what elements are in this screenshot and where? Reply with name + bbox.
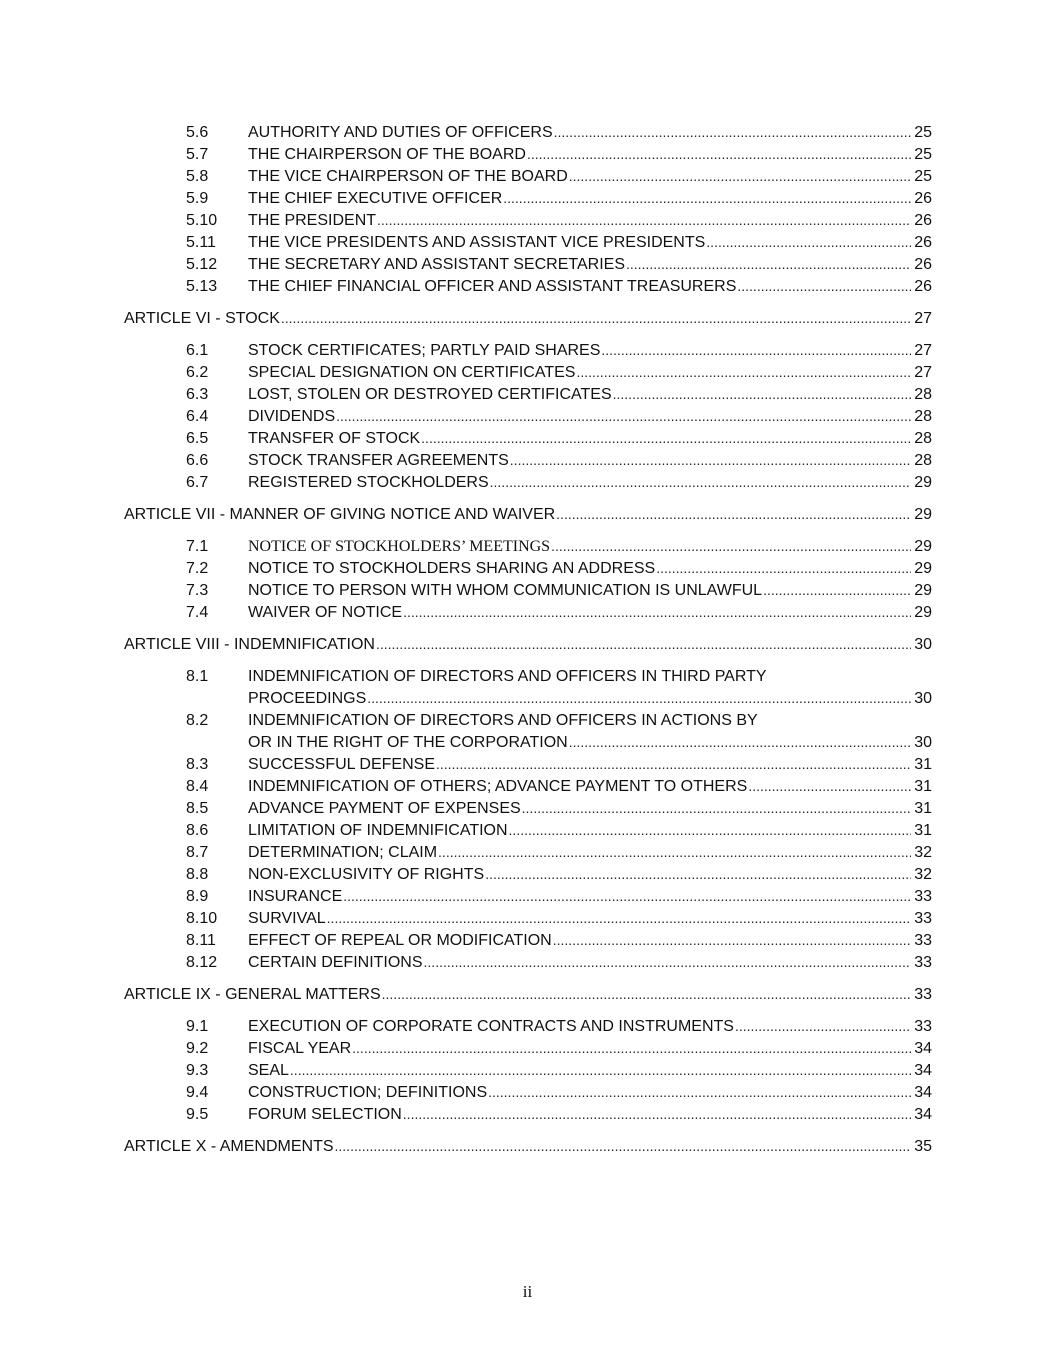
- toc-entry-number: 8.6: [186, 822, 209, 839]
- toc-entry-title: NOTICE TO PERSON WITH WHOM COMMUNICATION IS UNLAWFUL: [248, 582, 763, 599]
- toc-entry-8-10[interactable]: [124, 908, 932, 930]
- toc-entry-page: 34: [914, 1040, 932, 1057]
- toc-article-page: 33: [914, 986, 932, 1003]
- dot-leader: [436, 755, 911, 773]
- toc-entry-page: 34: [914, 1062, 932, 1079]
- dot-leader: [626, 255, 911, 273]
- toc-entry-page: 28: [914, 386, 932, 403]
- dot-leader: [735, 1017, 911, 1035]
- toc-entry-number: 5.8: [186, 168, 209, 185]
- dot-leader: [551, 537, 911, 555]
- dot-leader: [601, 341, 911, 359]
- dot-leader: [522, 799, 911, 817]
- toc-entry-number: 8.9: [186, 888, 209, 905]
- dot-leader: [737, 277, 911, 295]
- toc-entry-number: 7.4: [186, 604, 209, 621]
- toc-entry-8-12[interactable]: [124, 952, 932, 974]
- toc-article-page: 27: [914, 310, 932, 327]
- dot-leader: [613, 385, 911, 403]
- toc-entry-page: 25: [914, 146, 932, 163]
- toc-entry-7-4[interactable]: [124, 602, 932, 624]
- toc-entry-number: 9.1: [186, 1018, 209, 1035]
- page-number-footer: ii: [522, 1282, 533, 1301]
- toc-entry-number: 8.10: [186, 910, 218, 927]
- toc-entry-title-line2: PROCEEDINGS: [248, 690, 367, 707]
- toc-entry-page: 33: [914, 954, 932, 971]
- toc-entry-page: 30: [914, 734, 932, 751]
- dot-leader: [424, 953, 911, 971]
- toc-entry-title: THE SECRETARY AND ASSISTANT SECRETARIES: [248, 256, 625, 273]
- toc-entry-page: 29: [914, 582, 932, 599]
- toc-entry-number: 9.4: [186, 1084, 209, 1101]
- toc-entry-title: STOCK TRANSFER AGREEMENTS: [248, 452, 509, 469]
- toc-article-x[interactable]: [124, 1136, 932, 1158]
- toc-entry-title: NON-EXCLUSIVITY OF RIGHTS: [248, 866, 485, 883]
- toc-entry-5-11[interactable]: [124, 232, 932, 254]
- toc-entry-5-6[interactable]: [124, 122, 932, 144]
- toc-entry-number: 6.7: [186, 474, 209, 491]
- toc-entry-7-3[interactable]: [124, 580, 932, 602]
- toc-article-viii[interactable]: [124, 634, 932, 656]
- toc-article-title: ARTICLE VIII - INDEMNIFICATION: [124, 636, 375, 653]
- toc-entry-number: 5.10: [186, 212, 218, 229]
- dot-leader: [403, 1105, 911, 1123]
- toc-entry-title: LOST, STOLEN OR DESTROYED CERTIFICATES: [248, 386, 612, 403]
- toc-article-page: 35: [914, 1138, 932, 1155]
- toc-entry-number: 8.3: [186, 756, 209, 773]
- toc-entry-page: 25: [914, 124, 932, 141]
- dot-leader: [763, 581, 911, 599]
- toc-entry-6-4[interactable]: [124, 406, 932, 428]
- toc-entry-page: 34: [914, 1106, 932, 1123]
- dot-leader: [488, 1083, 911, 1101]
- toc-entry-page: 33: [914, 1018, 932, 1035]
- dot-leader: [367, 689, 911, 707]
- toc-entry-6-6[interactable]: [124, 450, 932, 472]
- dot-leader: [438, 843, 911, 861]
- toc-entry-number: 8.11: [186, 932, 216, 949]
- dot-leader: [281, 309, 911, 327]
- toc-entry-title: DETERMINATION; CLAIM: [248, 844, 438, 861]
- toc-entry-number: 6.3: [186, 386, 209, 403]
- toc-entry-page: 31: [914, 822, 932, 839]
- toc-article-vi[interactable]: [124, 308, 932, 330]
- toc-entry-page: 26: [914, 190, 932, 207]
- toc-entry-page: 28: [914, 408, 932, 425]
- toc-entry-title-line1: INDEMNIFICATION OF DIRECTORS AND OFFICERS IN ACTIONS BY: [248, 712, 758, 729]
- toc-entry-title: THE CHIEF FINANCIAL OFFICER AND ASSISTANT TREASURERS: [248, 278, 737, 295]
- dot-leader: [352, 1039, 911, 1057]
- toc-entry-page: 27: [914, 342, 932, 359]
- dot-leader: [403, 603, 911, 621]
- toc-entry-6-3[interactable]: [124, 384, 932, 406]
- dot-leader: [421, 429, 911, 447]
- toc-entry-title: FORUM SELECTION: [248, 1106, 402, 1123]
- dot-leader: [748, 777, 911, 795]
- toc-entry-title: THE CHIEF EXECUTIVE OFFICER: [248, 190, 503, 207]
- toc-entry-title: NOTICE TO STOCKHOLDERS SHARING AN ADDRESS: [248, 560, 656, 577]
- toc-article-title: ARTICLE VI - STOCK: [124, 310, 280, 327]
- toc-entry-title: SURVIVAL: [248, 910, 326, 927]
- dot-leader: [343, 887, 911, 905]
- toc-entry-6-1[interactable]: [124, 340, 932, 362]
- toc-entry-number: 6.1: [186, 342, 209, 359]
- toc-entry-page: 32: [914, 844, 932, 861]
- toc-entry-number: 7.2: [186, 560, 209, 577]
- toc-entry-5-8[interactable]: [124, 166, 932, 188]
- toc-entry-8-5[interactable]: [124, 798, 932, 820]
- toc-entry-8-3[interactable]: [124, 754, 932, 776]
- toc-entry-title: SUCCESSFUL DEFENSE: [248, 756, 435, 773]
- toc-entry-title: DIVIDENDS: [248, 408, 336, 425]
- toc-entry-title: THE CHAIRPERSON OF THE BOARD: [248, 146, 526, 163]
- dot-leader: [554, 123, 911, 141]
- toc-entry-8-4[interactable]: [124, 776, 932, 798]
- toc-entry-page: 33: [914, 888, 932, 905]
- toc-entry-page: 34: [914, 1084, 932, 1101]
- toc-entry-number: 6.6: [186, 452, 209, 469]
- toc-entry-8-2[interactable]: [124, 710, 932, 754]
- toc-entry-number: 9.2: [186, 1040, 209, 1057]
- toc-entry-page: 29: [914, 538, 932, 555]
- toc-entry-number: 5.12: [186, 256, 218, 273]
- dot-leader: [576, 363, 911, 381]
- toc-entry-number: 7.3: [186, 582, 209, 599]
- toc-entry-5-9[interactable]: [124, 188, 932, 210]
- toc-entry-title: SPECIAL DESIGNATION ON CERTIFICATES: [248, 364, 576, 381]
- toc-entry-title: THE VICE PRESIDENTS AND ASSISTANT VICE PRESIDENTS: [248, 234, 706, 251]
- toc-entry-number: 9.5: [186, 1106, 209, 1123]
- toc-entry-number: 7.1: [186, 538, 209, 555]
- toc-entry-page: 28: [914, 430, 932, 447]
- toc-entry-number: 8.12: [186, 954, 218, 971]
- dot-leader: [377, 211, 911, 229]
- toc-entry-title: NOTICE OF STOCKHOLDERS’ MEETINGS: [248, 538, 551, 555]
- dot-leader: [510, 451, 911, 469]
- toc-entry-number: 5.9: [186, 190, 209, 207]
- toc-entry-8-6[interactable]: [124, 820, 932, 842]
- dot-leader: [656, 559, 911, 577]
- toc-entry-number: 6.2: [186, 364, 209, 381]
- toc-entry-8-9[interactable]: [124, 886, 932, 908]
- toc-article-ix[interactable]: [124, 984, 932, 1006]
- dot-leader: [553, 931, 911, 949]
- toc-entry-number: 5.11: [186, 234, 216, 251]
- toc-entry-page: 26: [914, 278, 932, 295]
- toc-entry-title: EFFECT OF REPEAL OR MODIFICATION: [248, 932, 552, 949]
- toc-entry-5-10[interactable]: [124, 210, 932, 232]
- toc-entry-title: STOCK CERTIFICATES; PARTLY PAID SHARES: [248, 342, 601, 359]
- toc-entry-page: 29: [914, 474, 932, 491]
- dot-leader: [556, 505, 911, 523]
- toc-article-title: ARTICLE X - AMENDMENTS: [124, 1138, 334, 1155]
- toc-entry-title: ADVANCE PAYMENT OF EXPENSES: [248, 800, 521, 817]
- dot-leader: [336, 407, 911, 425]
- toc-article-title: ARTICLE VII - MANNER OF GIVING NOTICE AND WAIVER: [124, 506, 556, 523]
- toc-entry-title: INSURANCE: [248, 888, 343, 905]
- dot-leader: [376, 635, 911, 653]
- toc-entry-number: 8.2: [186, 712, 209, 729]
- toc-entry-title: INDEMNIFICATION OF OTHERS; ADVANCE PAYMENT TO OTHERS: [248, 778, 748, 795]
- toc-entry-page: 29: [914, 560, 932, 577]
- toc-entry-title: REGISTERED STOCKHOLDERS: [248, 474, 489, 491]
- toc-entry-page: 25: [914, 168, 932, 185]
- toc-entry-5-13[interactable]: [124, 276, 932, 298]
- toc-entry-8-8[interactable]: [124, 864, 932, 886]
- toc-entry-page: 31: [914, 756, 932, 773]
- toc-entry-page: 29: [914, 604, 932, 621]
- dot-leader: [490, 473, 911, 491]
- dot-leader: [569, 167, 911, 185]
- toc-entry-number: 8.1: [186, 668, 209, 685]
- toc-article-page: 30: [914, 636, 932, 653]
- toc-entry-7-2[interactable]: [124, 558, 932, 580]
- toc-entry-title: THE PRESIDENT: [248, 212, 377, 229]
- toc-entry-page: 33: [914, 932, 932, 949]
- toc-entry-page: 31: [914, 800, 932, 817]
- toc-entry-8-1[interactable]: [124, 666, 932, 710]
- table-of-contents: [124, 122, 932, 1168]
- toc-article-title: ARTICLE IX - GENERAL MATTERS: [124, 986, 381, 1003]
- toc-entry-title: THE VICE CHAIRPERSON OF THE BOARD: [248, 168, 568, 185]
- toc-entry-title: SEAL: [248, 1062, 289, 1079]
- toc-entry-number: 6.4: [186, 408, 209, 425]
- toc-entry-number: 5.7: [186, 146, 209, 163]
- toc-entry-title-line1: INDEMNIFICATION OF DIRECTORS AND OFFICERS IN THIRD PARTY: [248, 668, 767, 685]
- toc-entry-9-1[interactable]: [124, 1016, 932, 1038]
- toc-entry-number: 8.4: [186, 778, 209, 795]
- toc-entry-page: 32: [914, 866, 932, 883]
- toc-entry-page: 30: [914, 690, 932, 707]
- toc-entry-number: 8.7: [186, 844, 209, 861]
- toc-entry-number: 8.8: [186, 866, 209, 883]
- toc-entry-5-7[interactable]: [124, 144, 932, 166]
- toc-entry-page: 26: [914, 256, 932, 273]
- toc-entry-page: 27: [914, 364, 932, 381]
- toc-entry-5-12[interactable]: [124, 254, 932, 276]
- dot-leader: [569, 733, 911, 751]
- toc-entry-title: FISCAL YEAR: [248, 1040, 352, 1057]
- toc-article-vii[interactable]: [124, 504, 932, 526]
- dot-leader: [527, 145, 911, 163]
- dot-leader: [382, 985, 911, 1003]
- toc-entry-number: 9.3: [186, 1062, 209, 1079]
- dot-leader: [706, 233, 911, 251]
- toc-entry-page: 26: [914, 212, 932, 229]
- dot-leader: [503, 189, 911, 207]
- dot-leader: [335, 1137, 911, 1155]
- toc-entry-number: 8.5: [186, 800, 209, 817]
- toc-article-page: 29: [914, 506, 932, 523]
- toc-entry-page: 26: [914, 234, 932, 251]
- toc-entry-number: 5.13: [186, 278, 218, 295]
- toc-entry-title-line2: OR IN THE RIGHT OF THE CORPORATION: [248, 734, 568, 751]
- toc-entry-title: EXECUTION OF CORPORATE CONTRACTS AND INSTRUMENTS: [248, 1018, 734, 1035]
- toc-entry-title: TRANSFER OF STOCK: [248, 430, 421, 447]
- toc-entry-9-2[interactable]: [124, 1038, 932, 1060]
- toc-entry-8-11[interactable]: [124, 930, 932, 952]
- dot-leader: [509, 821, 911, 839]
- toc-entry-title: CONSTRUCTION; DEFINITIONS: [248, 1084, 488, 1101]
- toc-entry-number: 6.5: [186, 430, 209, 447]
- toc-entry-6-7[interactable]: [124, 472, 932, 494]
- toc-entry-page: 31: [914, 778, 932, 795]
- toc-entry-9-3[interactable]: [124, 1060, 932, 1082]
- toc-entry-title: LIMITATION OF INDEMNIFICATION: [248, 822, 508, 839]
- toc-entry-page: 28: [914, 452, 932, 469]
- toc-entry-page: 33: [914, 910, 932, 927]
- toc-entry-6-5[interactable]: [124, 428, 932, 450]
- toc-entry-title: AUTHORITY AND DUTIES OF OFFICERS: [248, 124, 553, 141]
- dot-leader: [327, 909, 911, 927]
- toc-entry-6-2[interactable]: [124, 362, 932, 384]
- toc-entry-8-7[interactable]: [124, 842, 932, 864]
- toc-entry-number: 5.6: [186, 124, 209, 141]
- toc-entry-title: CERTAIN DEFINITIONS: [248, 954, 423, 971]
- toc-entry-9-4[interactable]: [124, 1082, 932, 1104]
- toc-entry-9-5[interactable]: [124, 1104, 932, 1126]
- toc-entry-title: WAIVER OF NOTICE: [248, 604, 403, 621]
- dot-leader: [290, 1061, 911, 1079]
- dot-leader: [485, 865, 911, 883]
- toc-entry-7-1[interactable]: [124, 536, 932, 558]
